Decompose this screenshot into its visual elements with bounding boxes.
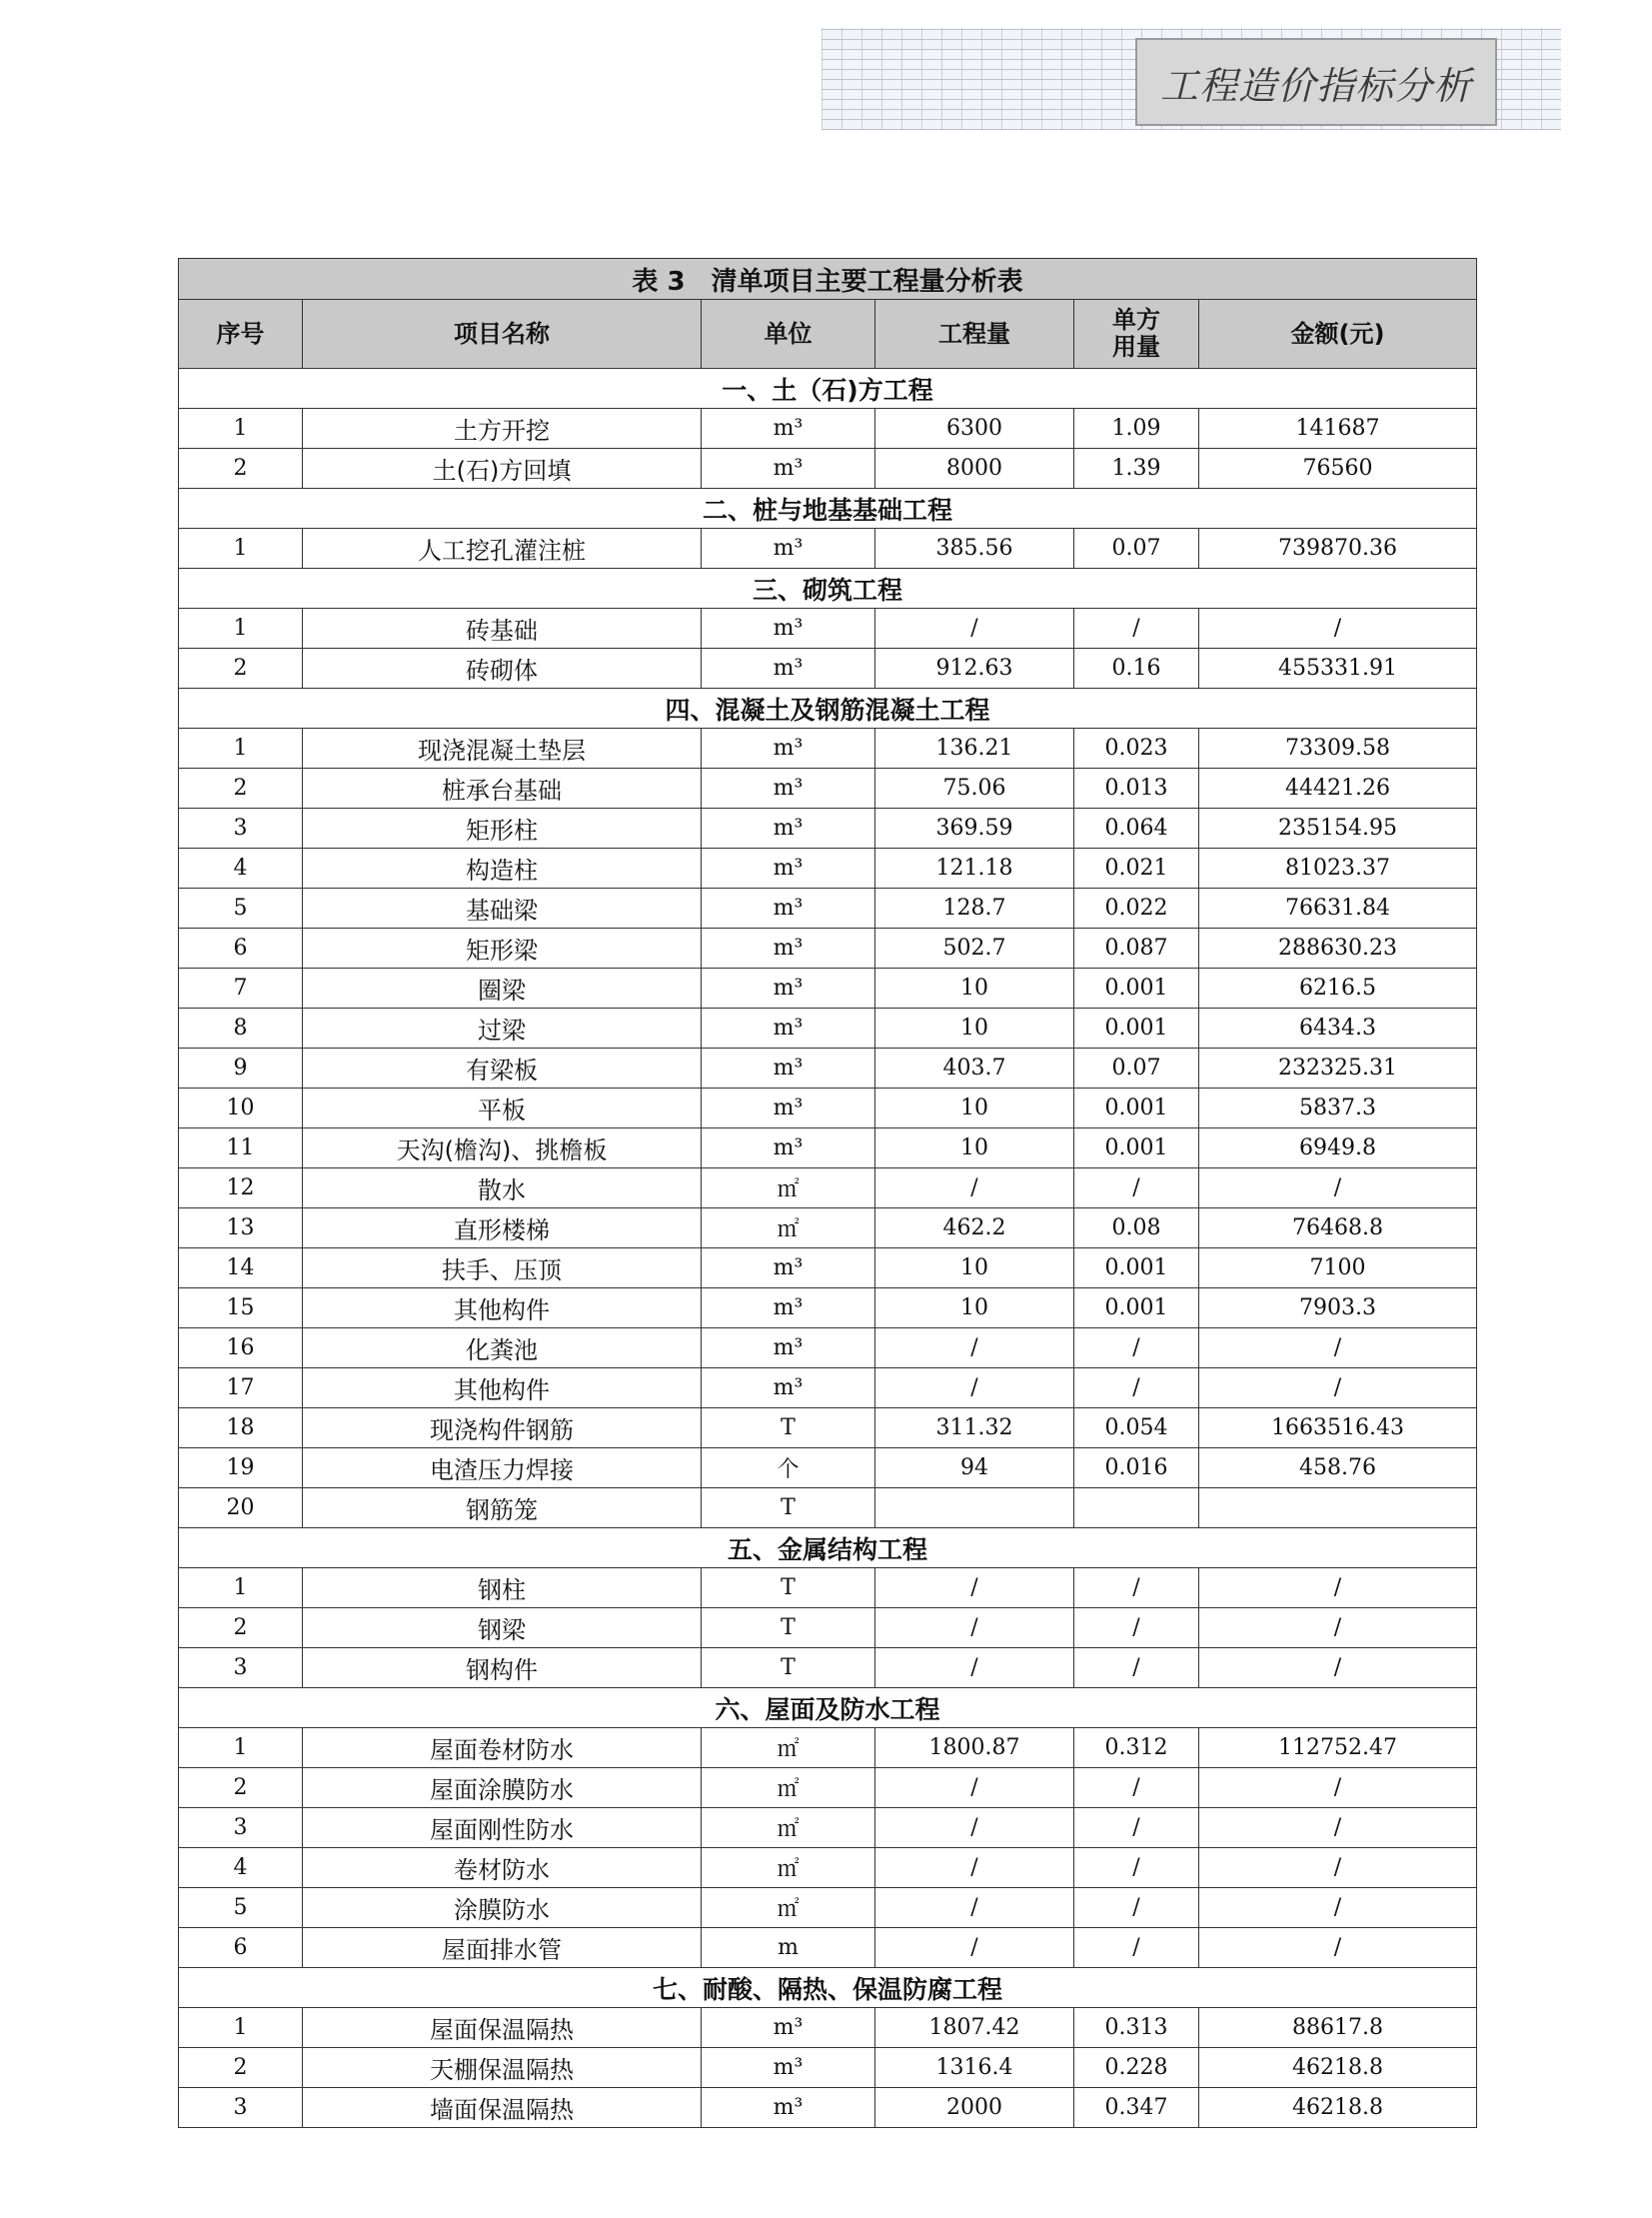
- cell-unit-usage: 0.001: [1074, 969, 1199, 1009]
- cell-quantity: 462.2: [875, 1208, 1074, 1248]
- cell-unit-usage: 0.16: [1074, 649, 1199, 689]
- cell-quantity: 75.06: [875, 769, 1074, 809]
- cell-unit: ㎡: [702, 1848, 875, 1888]
- table-row: [179, 449, 1477, 489]
- section-row: [179, 1528, 1477, 1568]
- cell-quantity: 10: [875, 1089, 1074, 1128]
- cell-quantity: 2000: [875, 2088, 1074, 2128]
- cell-unit: m³: [702, 809, 875, 849]
- table-row: [179, 809, 1477, 849]
- cell-unit: m³: [702, 409, 875, 449]
- cell-unit-usage: 0.064: [1074, 809, 1199, 849]
- cell-unit: m: [702, 1928, 875, 1968]
- cell-index: 5: [179, 1888, 303, 1928]
- table-row: [179, 1648, 1477, 1688]
- cell-name: 屋面刚性防水: [303, 1808, 702, 1848]
- cell-index: 1: [179, 729, 303, 769]
- table-row: [179, 1608, 1477, 1648]
- section-row: [179, 689, 1477, 729]
- cell-amount: 6949.8: [1199, 1128, 1477, 1168]
- cell-name: 现浇构件钢筋: [303, 1408, 702, 1448]
- cell-quantity: /: [875, 1768, 1074, 1808]
- table-row: [179, 2048, 1477, 2088]
- cell-amount: 88617.8: [1199, 2008, 1477, 2048]
- table-row: [179, 609, 1477, 649]
- table-row: [179, 529, 1477, 569]
- cell-name: 天沟(檐沟)、挑檐板: [303, 1128, 702, 1168]
- cell-unit: T: [702, 1568, 875, 1608]
- cell-quantity: 502.7: [875, 929, 1074, 969]
- cell-unit: m³: [702, 2088, 875, 2128]
- col-header-name: 项目名称: [303, 300, 702, 369]
- section-title: 四、混凝土及钢筋混凝土工程: [179, 689, 1477, 729]
- cell-index: 10: [179, 1089, 303, 1128]
- col-header-unit: 单位: [702, 300, 875, 369]
- cell-amount: 232325.31: [1199, 1049, 1477, 1089]
- cell-name: 屋面卷材防水: [303, 1728, 702, 1768]
- cell-quantity: 10: [875, 1288, 1074, 1328]
- section-title: 六、屋面及防水工程: [179, 1688, 1477, 1728]
- cell-quantity: /: [875, 1888, 1074, 1928]
- table-row: [179, 729, 1477, 769]
- cell-name: 基础梁: [303, 889, 702, 929]
- cell-unit-usage: /: [1074, 1648, 1199, 1688]
- cell-name: 扶手、压顶: [303, 1248, 702, 1288]
- cell-amount: /: [1199, 1568, 1477, 1608]
- section-row: [179, 489, 1477, 529]
- cell-quantity: 94: [875, 1448, 1074, 1488]
- cell-index: 6: [179, 1928, 303, 1968]
- cell-name: 墙面保温隔热: [303, 2088, 702, 2128]
- table-row: [179, 1128, 1477, 1168]
- section-title: 一、土（石)方工程: [179, 369, 1477, 409]
- cell-unit-usage: /: [1074, 1848, 1199, 1888]
- cell-amount: 112752.47: [1199, 1728, 1477, 1768]
- cell-name: 矩形柱: [303, 809, 702, 849]
- cell-index: 20: [179, 1488, 303, 1528]
- section-row: [179, 569, 1477, 609]
- table-row: [179, 2008, 1477, 2048]
- section-title: 二、桩与地基基础工程: [179, 489, 1477, 529]
- cell-name: 屋面保温隔热: [303, 2008, 702, 2048]
- cell-unit: m³: [702, 929, 875, 969]
- cell-index: 12: [179, 1168, 303, 1208]
- cell-amount: 6434.3: [1199, 1009, 1477, 1049]
- cell-amount: 458.76: [1199, 1448, 1477, 1488]
- cell-unit-usage: /: [1074, 609, 1199, 649]
- cell-quantity: 8000: [875, 449, 1074, 489]
- cell-index: 7: [179, 969, 303, 1009]
- cell-name: 屋面排水管: [303, 1928, 702, 1968]
- table-row: [179, 969, 1477, 1009]
- cell-amount: /: [1199, 1888, 1477, 1928]
- cell-unit: m³: [702, 729, 875, 769]
- cell-unit-usage: 0.023: [1074, 729, 1199, 769]
- cell-unit-usage: /: [1074, 1808, 1199, 1848]
- cell-unit: m³: [702, 649, 875, 689]
- header-title-box: [1135, 38, 1497, 126]
- cell-name: 砖砌体: [303, 649, 702, 689]
- cell-name: 直形楼梯: [303, 1208, 702, 1248]
- cell-amount: /: [1199, 1168, 1477, 1208]
- cell-unit-usage: /: [1074, 1168, 1199, 1208]
- cell-index: 14: [179, 1248, 303, 1288]
- cell-index: 2: [179, 1768, 303, 1808]
- cell-index: 5: [179, 889, 303, 929]
- cell-index: 3: [179, 1808, 303, 1848]
- cell-amount: 5837.3: [1199, 1089, 1477, 1128]
- cell-index: 16: [179, 1328, 303, 1368]
- cell-unit: m³: [702, 1049, 875, 1089]
- cell-quantity: [875, 1488, 1074, 1528]
- cell-unit: ㎡: [702, 1808, 875, 1848]
- cell-name: 电渣压力焊接: [303, 1448, 702, 1488]
- cell-unit: m³: [702, 529, 875, 569]
- table-row: [179, 1328, 1477, 1368]
- cell-unit: m³: [702, 609, 875, 649]
- cell-unit: T: [702, 1488, 875, 1528]
- table-caption-row: [179, 259, 1477, 300]
- cell-unit-usage: 0.001: [1074, 1288, 1199, 1328]
- table-row: [179, 1168, 1477, 1208]
- table-row: [179, 2088, 1477, 2128]
- cell-unit-usage: 0.021: [1074, 849, 1199, 889]
- cell-unit: T: [702, 1408, 875, 1448]
- cell-amount: 235154.95: [1199, 809, 1477, 849]
- cell-index: 17: [179, 1368, 303, 1408]
- cell-name: 涂膜防水: [303, 1888, 702, 1928]
- cell-index: 1: [179, 1728, 303, 1768]
- table-row: [179, 1568, 1477, 1608]
- cell-unit: T: [702, 1608, 875, 1648]
- cell-index: 3: [179, 809, 303, 849]
- cell-quantity: 1316.4: [875, 2048, 1074, 2088]
- cell-unit: m³: [702, 889, 875, 929]
- cell-amount: 73309.58: [1199, 729, 1477, 769]
- cell-unit-usage: 0.054: [1074, 1408, 1199, 1448]
- cell-unit: m³: [702, 1128, 875, 1168]
- cell-unit: m³: [702, 449, 875, 489]
- cell-unit: m³: [702, 1368, 875, 1408]
- cell-amount: 7100: [1199, 1248, 1477, 1288]
- cell-quantity: /: [875, 1368, 1074, 1408]
- cell-name: 化粪池: [303, 1328, 702, 1368]
- cell-name: 过梁: [303, 1009, 702, 1049]
- section-title: 五、金属结构工程: [179, 1528, 1477, 1568]
- cell-unit: ㎡: [702, 1168, 875, 1208]
- cell-unit-usage: 0.022: [1074, 889, 1199, 929]
- cell-name: 天棚保温隔热: [303, 2048, 702, 2088]
- cell-unit-usage: 1.39: [1074, 449, 1199, 489]
- cell-quantity: 6300: [875, 409, 1074, 449]
- cell-unit-usage: /: [1074, 1328, 1199, 1368]
- cell-quantity: 10: [875, 1009, 1074, 1049]
- cell-unit-usage: 0.08: [1074, 1208, 1199, 1248]
- cell-unit-usage: /: [1074, 1928, 1199, 1968]
- cell-unit-usage: 0.087: [1074, 929, 1199, 969]
- cell-index: 4: [179, 849, 303, 889]
- table-row: [179, 1208, 1477, 1248]
- table-row: [179, 1928, 1477, 1968]
- cell-name: 构造柱: [303, 849, 702, 889]
- cell-unit-usage: 0.07: [1074, 529, 1199, 569]
- cell-amount: /: [1199, 1928, 1477, 1968]
- cell-name: 平板: [303, 1089, 702, 1128]
- cell-index: 8: [179, 1009, 303, 1049]
- cell-unit-usage: /: [1074, 1768, 1199, 1808]
- cell-unit-usage: 0.313: [1074, 2008, 1199, 2048]
- cell-index: 3: [179, 2088, 303, 2128]
- cell-unit: m³: [702, 969, 875, 1009]
- cell-unit: m³: [702, 1248, 875, 1288]
- cell-unit: ㎡: [702, 1728, 875, 1768]
- cell-amount: 455331.91: [1199, 649, 1477, 689]
- cell-quantity: 912.63: [875, 649, 1074, 689]
- cell-name: 卷材防水: [303, 1848, 702, 1888]
- cell-amount: /: [1199, 609, 1477, 649]
- table-row: [179, 889, 1477, 929]
- cell-quantity: 10: [875, 1128, 1074, 1168]
- cell-index: 1: [179, 409, 303, 449]
- cell-amount: /: [1199, 1608, 1477, 1648]
- cell-quantity: 136.21: [875, 729, 1074, 769]
- cell-name: 矩形梁: [303, 929, 702, 969]
- table-caption: 表 3 清单项目主要工程量分析表: [179, 259, 1477, 300]
- cell-amount: /: [1199, 1808, 1477, 1848]
- cell-name: 钢筋笼: [303, 1488, 702, 1528]
- cell-amount: 44421.26: [1199, 769, 1477, 809]
- cell-index: 2: [179, 769, 303, 809]
- cell-name: 人工挖孔灌注桩: [303, 529, 702, 569]
- section-title: 三、砌筑工程: [179, 569, 1477, 609]
- cell-name: 其他构件: [303, 1368, 702, 1408]
- cell-unit: 个: [702, 1448, 875, 1488]
- cell-index: 11: [179, 1128, 303, 1168]
- col-header-unit-usage-text: 单方用量: [1112, 306, 1160, 361]
- cell-amount: /: [1199, 1328, 1477, 1368]
- cell-unit-usage: 0.013: [1074, 769, 1199, 809]
- cell-quantity: 1807.42: [875, 2008, 1074, 2048]
- cell-index: 2: [179, 649, 303, 689]
- table-row: [179, 1448, 1477, 1488]
- cell-unit-usage: /: [1074, 1608, 1199, 1648]
- cell-amount: 46218.8: [1199, 2088, 1477, 2128]
- cell-amount: [1199, 1488, 1477, 1528]
- table-row: [179, 1009, 1477, 1049]
- table-row: [179, 1808, 1477, 1848]
- table-row: [179, 1728, 1477, 1768]
- cell-quantity: 1800.87: [875, 1728, 1074, 1768]
- cell-index: 1: [179, 1568, 303, 1608]
- cell-name: 其他构件: [303, 1288, 702, 1328]
- cell-unit: m³: [702, 1009, 875, 1049]
- cell-quantity: /: [875, 609, 1074, 649]
- col-header-quantity: 工程量: [875, 300, 1074, 369]
- cell-amount: 76560: [1199, 449, 1477, 489]
- table-row: [179, 1049, 1477, 1089]
- table-row: [179, 409, 1477, 449]
- cell-name: 桩承台基础: [303, 769, 702, 809]
- table-row: [179, 929, 1477, 969]
- cell-quantity: /: [875, 1808, 1074, 1848]
- cell-index: 1: [179, 529, 303, 569]
- table-row: [179, 1288, 1477, 1328]
- table-header-row: [179, 300, 1477, 369]
- section-row: [179, 1968, 1477, 2008]
- section-row: [179, 1688, 1477, 1728]
- cell-unit-usage: 0.07: [1074, 1049, 1199, 1089]
- cell-index: 13: [179, 1208, 303, 1248]
- cell-amount: 739870.36: [1199, 529, 1477, 569]
- table-row: [179, 1368, 1477, 1408]
- cell-amount: 81023.37: [1199, 849, 1477, 889]
- cell-quantity: 128.7: [875, 889, 1074, 929]
- cell-index: 1: [179, 2008, 303, 2048]
- cell-index: 2: [179, 1608, 303, 1648]
- col-header-unit-usage: [1074, 300, 1199, 369]
- cell-name: 现浇混凝土垫层: [303, 729, 702, 769]
- cell-unit-usage: /: [1074, 1368, 1199, 1408]
- cell-unit-usage: 0.001: [1074, 1248, 1199, 1288]
- cell-unit-usage: 0.347: [1074, 2088, 1199, 2128]
- cell-unit: m³: [702, 1288, 875, 1328]
- col-header-index: 序号: [179, 300, 303, 369]
- cell-quantity: 385.56: [875, 529, 1074, 569]
- table-row: [179, 1888, 1477, 1928]
- cell-index: 3: [179, 1648, 303, 1688]
- cell-amount: 6216.5: [1199, 969, 1477, 1009]
- cell-amount: /: [1199, 1368, 1477, 1408]
- cell-quantity: 10: [875, 969, 1074, 1009]
- cell-index: 6: [179, 929, 303, 969]
- table-row: [179, 1408, 1477, 1448]
- table-row: [179, 1089, 1477, 1128]
- cell-index: 9: [179, 1049, 303, 1089]
- cell-amount: /: [1199, 1648, 1477, 1688]
- cell-unit: m³: [702, 849, 875, 889]
- cell-unit: m³: [702, 2008, 875, 2048]
- cell-quantity: 10: [875, 1248, 1074, 1288]
- cell-index: 15: [179, 1288, 303, 1328]
- cell-quantity: /: [875, 1848, 1074, 1888]
- cell-unit-usage: /: [1074, 1888, 1199, 1928]
- cell-amount: 46218.8: [1199, 2048, 1477, 2088]
- cell-unit-usage: 1.09: [1074, 409, 1199, 449]
- cell-unit: m³: [702, 1328, 875, 1368]
- section-row: [179, 369, 1477, 409]
- cell-quantity: 403.7: [875, 1049, 1074, 1089]
- cell-amount: 76468.8: [1199, 1208, 1477, 1248]
- cell-unit: ㎡: [702, 1888, 875, 1928]
- cell-name: 钢柱: [303, 1568, 702, 1608]
- cell-quantity: 369.59: [875, 809, 1074, 849]
- cell-unit: T: [702, 1648, 875, 1688]
- cell-unit: m³: [702, 2048, 875, 2088]
- cell-amount: /: [1199, 1768, 1477, 1808]
- cell-amount: 288630.23: [1199, 929, 1477, 969]
- cell-index: 1: [179, 609, 303, 649]
- cell-amount: 1663516.43: [1199, 1408, 1477, 1448]
- cell-quantity: /: [875, 1328, 1074, 1368]
- cell-amount: 141687: [1199, 409, 1477, 449]
- cell-unit: m³: [702, 1089, 875, 1128]
- cell-quantity: /: [875, 1168, 1074, 1208]
- cell-amount: /: [1199, 1848, 1477, 1888]
- cell-unit-usage: /: [1074, 1568, 1199, 1608]
- cell-unit-usage: 0.001: [1074, 1089, 1199, 1128]
- cell-name: 土(石)方回填: [303, 449, 702, 489]
- col-header-amount: 金额(元): [1199, 300, 1477, 369]
- cell-index: 2: [179, 2048, 303, 2088]
- cell-unit: ㎡: [702, 1208, 875, 1248]
- table-row: [179, 649, 1477, 689]
- cell-index: 19: [179, 1448, 303, 1488]
- cell-quantity: /: [875, 1648, 1074, 1688]
- cell-unit: m³: [702, 769, 875, 809]
- table-row: [179, 769, 1477, 809]
- cell-amount: 7903.3: [1199, 1288, 1477, 1328]
- cell-name: 钢构件: [303, 1648, 702, 1688]
- cell-quantity: 311.32: [875, 1408, 1074, 1448]
- cell-amount: 76631.84: [1199, 889, 1477, 929]
- cell-index: 4: [179, 1848, 303, 1888]
- cell-unit-usage: 0.228: [1074, 2048, 1199, 2088]
- table-row: [179, 1768, 1477, 1808]
- header-title: 工程造价指标分析: [1159, 63, 1472, 108]
- quantity-analysis-table: [178, 258, 1477, 2128]
- cell-unit-usage: 0.312: [1074, 1728, 1199, 1768]
- cell-quantity: /: [875, 1928, 1074, 1968]
- cell-name: 砖基础: [303, 609, 702, 649]
- cell-unit-usage: 0.001: [1074, 1128, 1199, 1168]
- table-row: [179, 1488, 1477, 1528]
- section-title: 七、耐酸、隔热、保温防腐工程: [179, 1968, 1477, 2008]
- cell-unit-usage: [1074, 1488, 1199, 1528]
- cell-unit-usage: 0.001: [1074, 1009, 1199, 1049]
- cell-quantity: /: [875, 1568, 1074, 1608]
- cell-name: 有梁板: [303, 1049, 702, 1089]
- cell-quantity: /: [875, 1608, 1074, 1648]
- cell-name: 土方开挖: [303, 409, 702, 449]
- table-row: [179, 849, 1477, 889]
- cell-index: 2: [179, 449, 303, 489]
- cell-quantity: 121.18: [875, 849, 1074, 889]
- table-row: [179, 1848, 1477, 1888]
- cell-unit-usage: 0.016: [1074, 1448, 1199, 1488]
- cell-index: 18: [179, 1408, 303, 1448]
- table-row: [179, 1248, 1477, 1288]
- cell-name: 散水: [303, 1168, 702, 1208]
- cell-name: 圈梁: [303, 969, 702, 1009]
- cell-name: 屋面涂膜防水: [303, 1768, 702, 1808]
- cell-unit: ㎡: [702, 1768, 875, 1808]
- cell-name: 钢梁: [303, 1608, 702, 1648]
